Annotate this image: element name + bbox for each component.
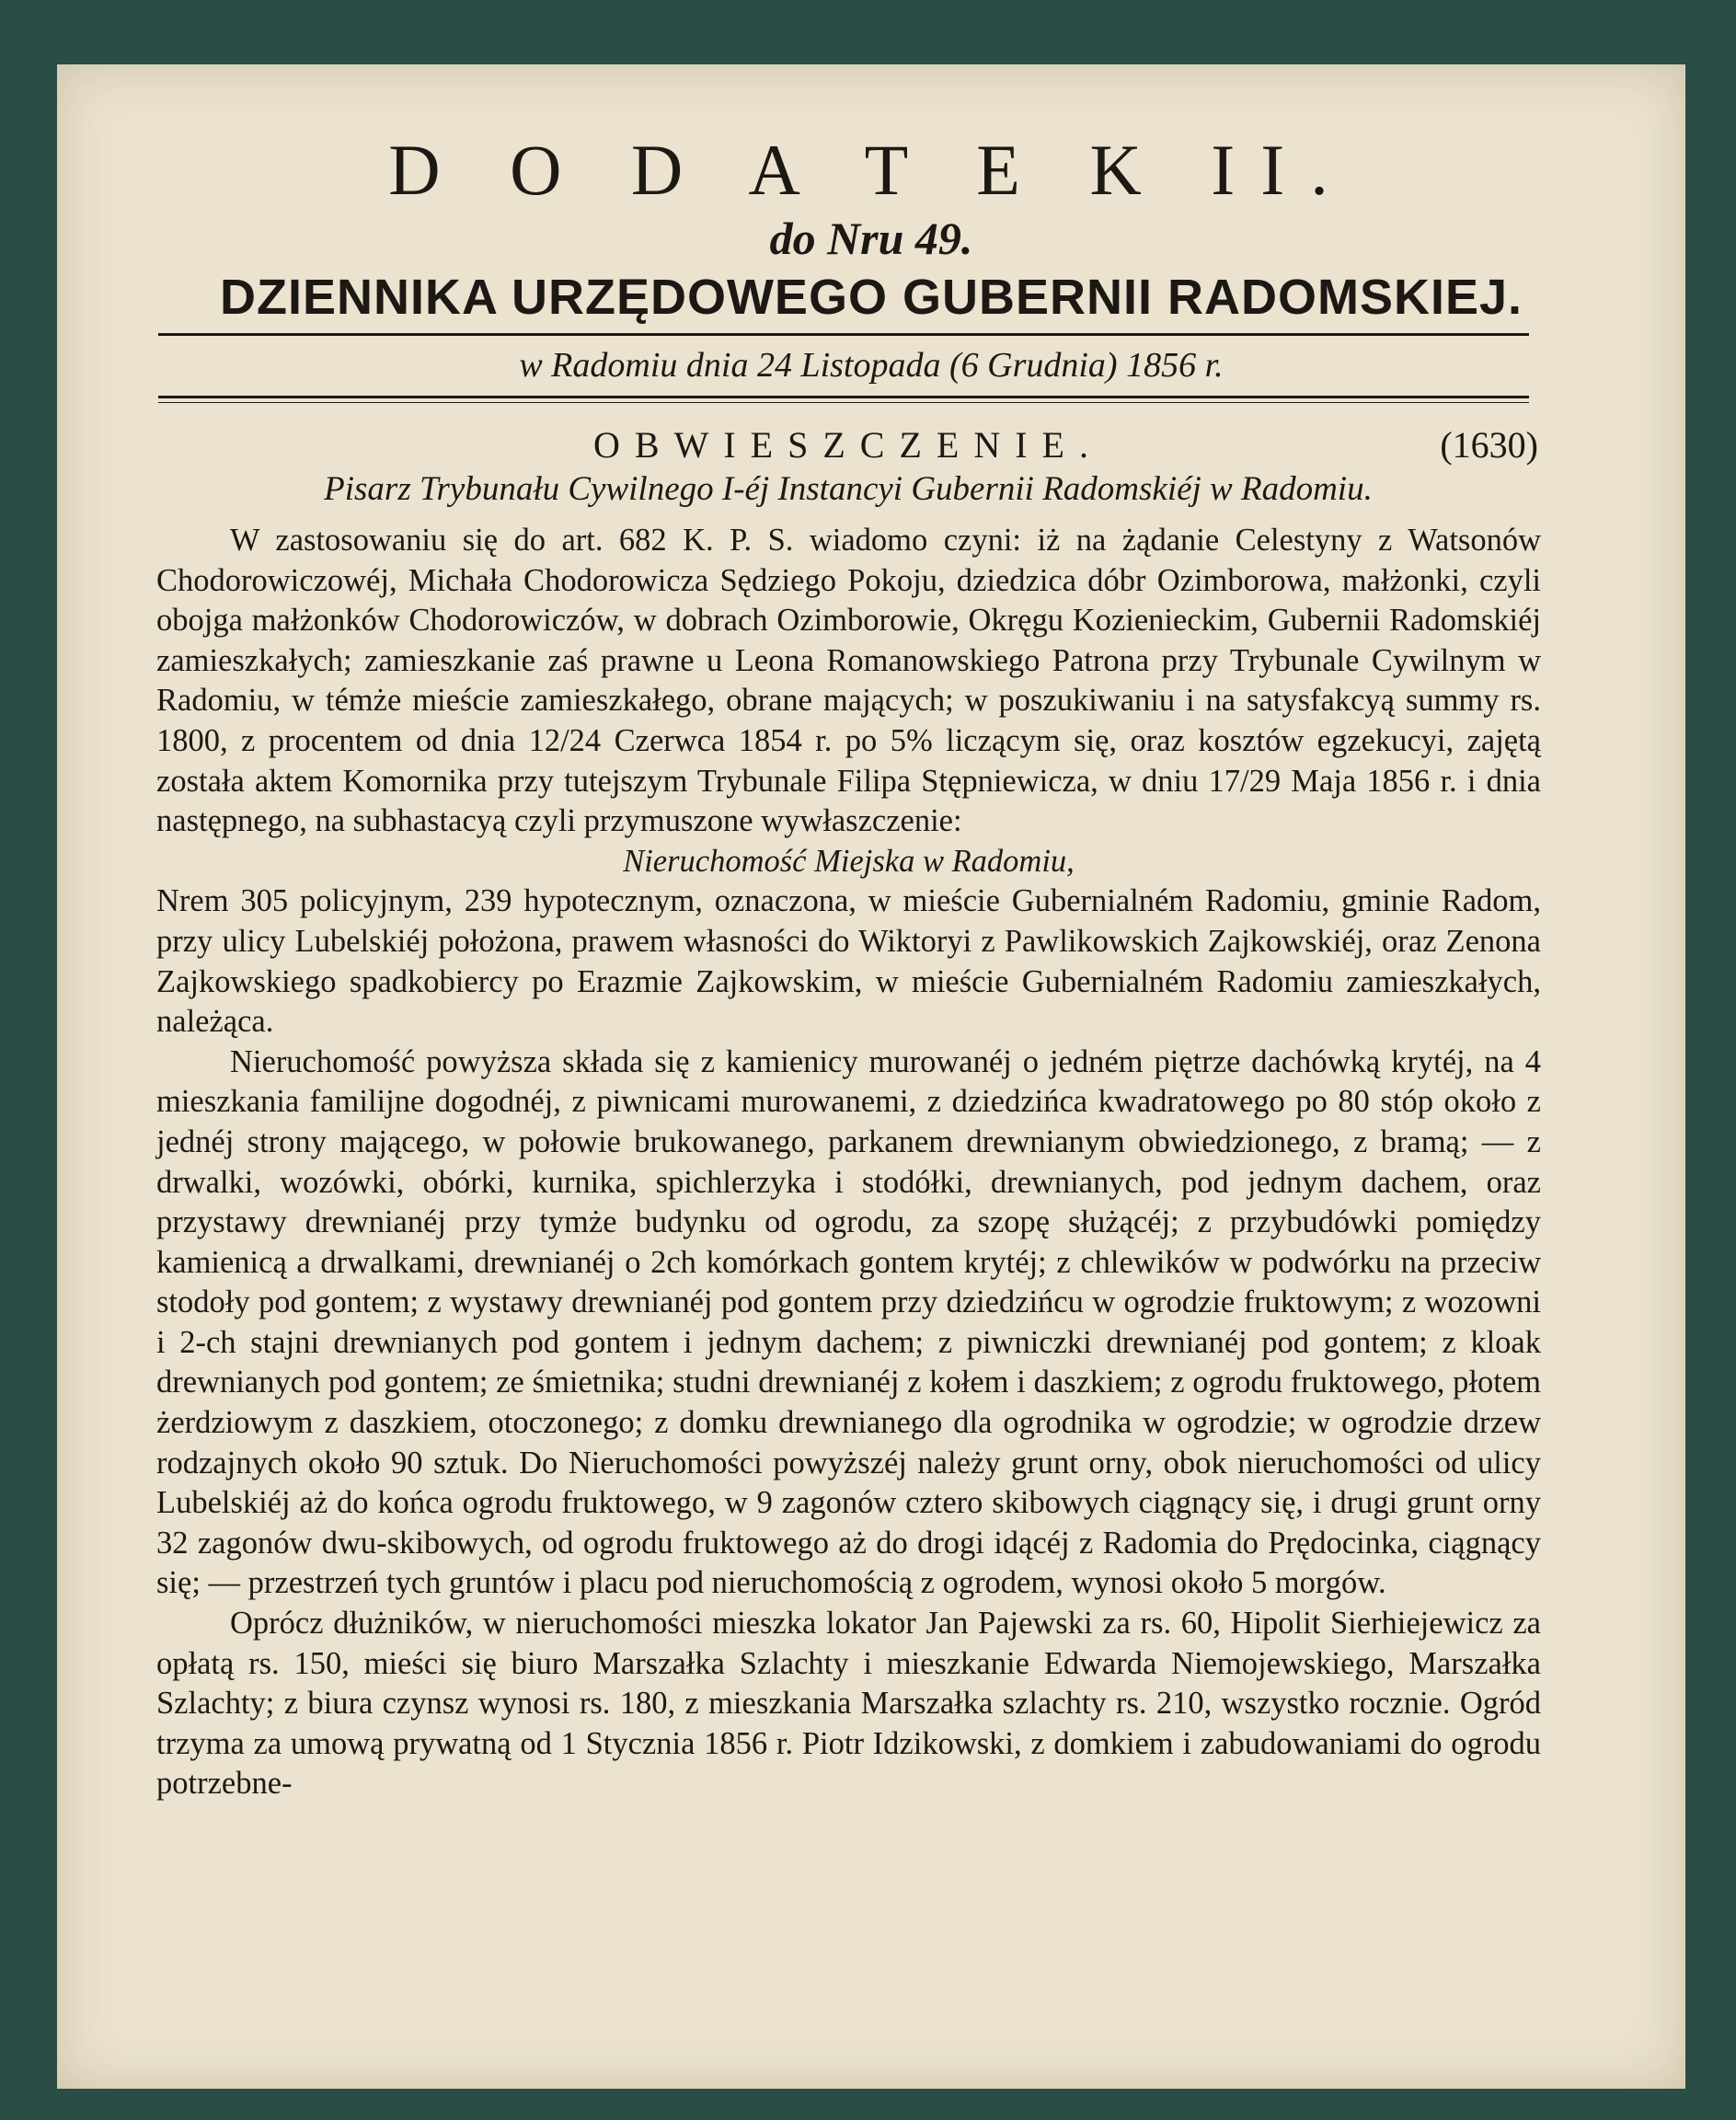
notice-body bbox=[156, 521, 1541, 1804]
supplement-title: D O D A T E K II. bbox=[388, 130, 1354, 210]
notice-number: (1630) bbox=[1440, 424, 1538, 466]
paragraph-property-description: Nieruchomość powyższa składa się z kamienicy murowanéj o jedném piętrze dachówką krytéj, na 4 mieszkania familijne dogodnéj, z piwnicami murowanemi, z dziedzińca kwadratowego po 80 stóp około z jednéj strony mającego, w połowie brukowanego, parkanem drewnianym obwiedzionego, z bramą; — z drwalki, wozówki, obórki, kurnika, spichlerzyka i stodółki, drewnianych, pod jednym dachem, oraz przystawy drewnianéj przy tymże budynku od ogrodu, za szopę służącéj; z przybudówki pomiędzy kamienicą a drwalkami, drewnianéj o 2ch komórkach gontem krytéj; z chlewików w podwórku na przeciw stodoły pod gontem; z wystawy drewnianéj pod gontem przy dziedzińcu w ogrodzie fruktowym; z wozowni i 2-ch stajni drewnianych pod gontem i jednym dachem; z piwniczki drewnianéj pod gontem; z kloak drewnianych pod gontem; ze śmietnika; studni drewnianéj z kołem i daszkiem; z ogrodu fruktowego, płotem żerdziowym z daszkiem, otoczonego; z domku drewnianego dla ogrodnika w ogrodzie; w ogrodzie drzew rodzajnych około 90 sztuk. Do Nieruchomości powyższéj należy grunt orny, obok nieruchomości od ulicy Lubelskiéj aż do końca ogrodu fruktowego, w 9 zagonów cztero skibowych ciągnący się, i drugi grunt orny 32 zagonów dwu-skibowych, od ogrodu fruktowego aż do drogi idącéj z Radomia do Prędocinka, ciągnący się; — przestrzeń tych gruntów i placu pod nieruchomością z ogrodem, wynosi około 5 morgów. bbox=[156, 1043, 1541, 1601]
paragraph-property-identification: Nrem 305 policyjnym, 239 hypotecznym, oznaczona, w mieście Gubernialném Radomiu, gminie Radom, przy ulicy Lubelskiéj położona, prawem własności do Wiktoryi z Pawlikowskich Zajkowskiéj, oraz Zenona Zajkowskiego spadkobiercy po Erazmie Zajkowskim, w mieście Gubernialném Radomiu zamieszkałych, należąca. bbox=[156, 883, 1541, 1040]
paragraph-seizure: W zastosowaniu się do art. 682 K. P. S. wiadomo czyni: iż na żądanie Celestyny z Watsonów Chodorowiczowéj, Michała Chodorowicza Sędziego Pokoju, dziedzica dóbr Ozimborowa, małżonki, czyli obojga małżonków Chodorowiczów, w dobrach Ozimborowie, Okręgu Kozienieckim, Gubernii Radomskiéj zamieszkałych; zamieszkanie zaś prawne u Leona Romanowskiego Patrona przy Trybunale Cywilnym w Radomiu, w témże mieście zamieszkałego, obrane mających; w poszukiwaniu i na satysfakcyą summy rs. 1800, z procentem od dnia 12/24 Czerwca 1854 r. po 5% liczącym się, oraz kosztów egzekucyi, zajętą została aktem Komornika przy tutejszym Trybunale Filipa Stępniewicza, w dniu 17/29 Maja 1856 r. i dnia następnego, na subhastacyą czyli przymuszone wywłaszczenie: bbox=[156, 523, 1541, 839]
notice-issuer: Pisarz Trybunału Cywilnego I-éj Instancyi Gubernii Radomskiéj w Radomiu. bbox=[324, 470, 1373, 508]
notice-title: OBWIESZCZENIE. bbox=[593, 424, 1103, 466]
header-rule-bottom bbox=[158, 396, 1529, 398]
property-heading: Nieruchomość Miejska w Radomiu, bbox=[623, 843, 1075, 879]
header-rule-top bbox=[158, 333, 1529, 336]
header-rule-bottom-thin bbox=[158, 402, 1529, 403]
document-page bbox=[57, 64, 1685, 2089]
issue-number: do Nru 49. bbox=[769, 213, 973, 264]
dateline: w Radomiu dnia 24 Listopada (6 Grudnia) 1856 r. bbox=[519, 346, 1224, 385]
paragraph-tenants: Oprócz dłużników, w nieruchomości mieszka lokator Jan Pajewski za rs. 60, Hipolit Sierhiejewicz za opłatą rs. 150, mieści się biuro Marszałka Szlachty i mieszkanie Edwarda Niemojewskiego, Marszałka Szlachty; z biura czynsz wynosi rs. 180, z mieszkania Marszałka szlachty rs. 210, wszystko rocznie. Ogród trzyma za umową prywatną od 1 Stycznia 1856 r. Piotr Idzikowski, z domkiem i zabudowaniami do ogrodu potrzebne- bbox=[156, 1606, 1541, 1802]
journal-name: DZIENNIKA URZĘDOWEGO GUBERNII RADOMSKIEJ. bbox=[219, 270, 1523, 325]
